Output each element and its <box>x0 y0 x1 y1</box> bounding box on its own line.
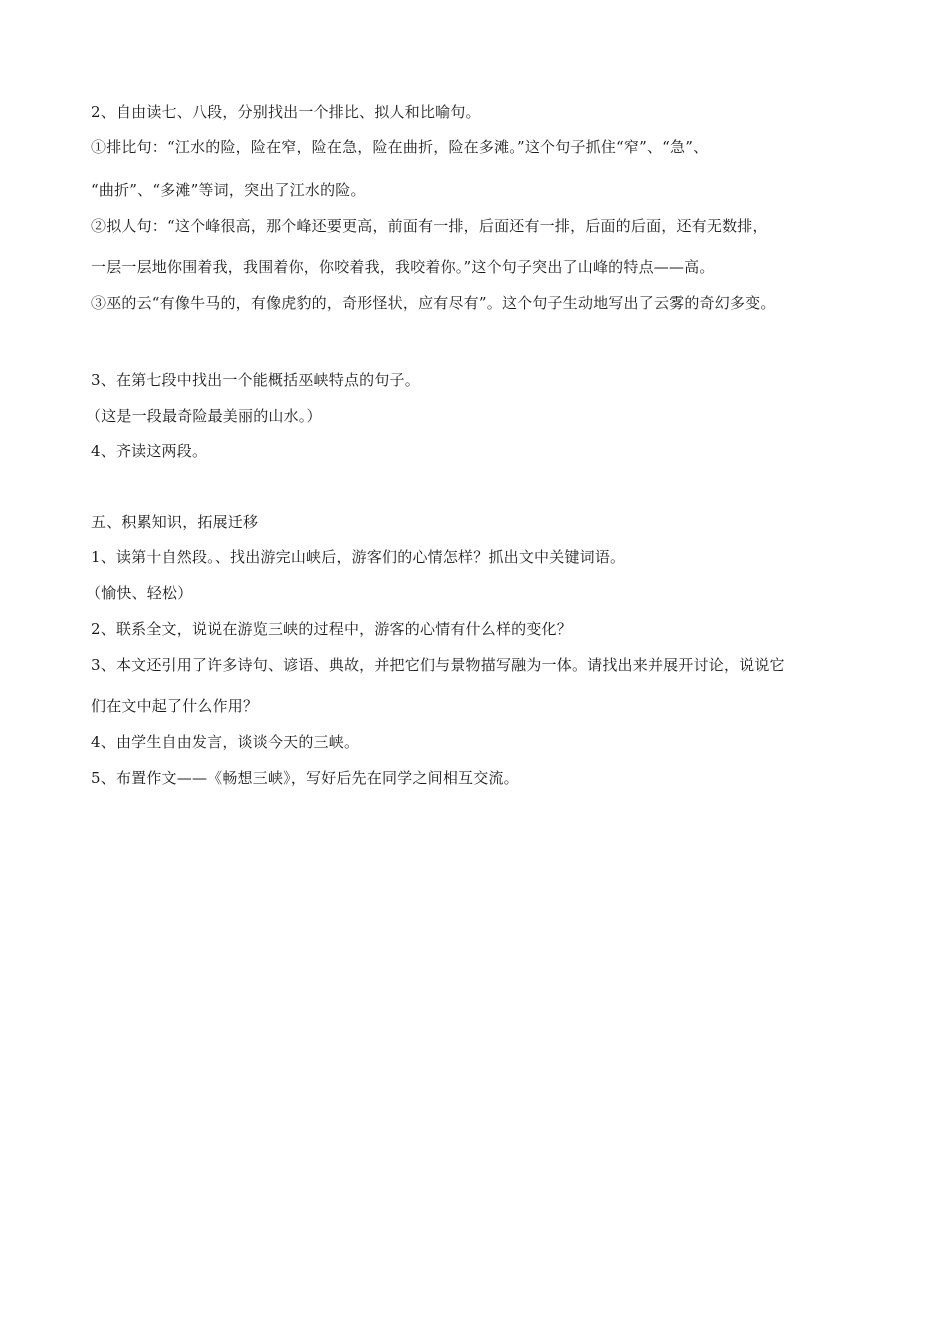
item-2-heading: 2、自由读七、八段，分别找出一个排比、拟人和比喻句。 <box>91 103 481 121</box>
metaphor-sentence: ③巫的云“有像牛马的，有像虎豹的，奇形怪状，应有尽有”。这个句子生动地写出了云雾的奇幻多变。 <box>91 294 776 312</box>
section-5-heading: 五、积累知识，拓展迁移 <box>91 513 259 531</box>
item-3-heading: 3、在第七段中找出一个能概括巫峡特点的句子。 <box>91 371 420 389</box>
section-5-item-3-continued: 们在文中起了什么作用？ <box>91 697 259 715</box>
section-5-item-1-answer: （愉快、轻松） <box>86 584 193 602</box>
section-5-item-4: 4、由学生自由发言，谈谈今天的三峡。 <box>91 733 360 751</box>
section-5-item-2: 2、联系全文，说说在游览三峡的过程中，游客的心情有什么样的变化？ <box>91 620 572 638</box>
personification-sentence-continued: 一层一层地你围着我，我围着你，你咬着我，我咬着你。”这个句子突出了山峰的特点——高。 <box>91 258 715 276</box>
section-5-item-3: 3、本文还引用了许多诗句、谚语、典故，并把它们与景物描写融为一体。请找出来并展开讨论，说说它 <box>91 656 785 674</box>
section-5-item-5: 5、布置作文——《畅想三峡》，写好后先在同学之间相互交流。 <box>91 769 519 787</box>
item-4-heading: 4、齐读这两段。 <box>91 442 208 460</box>
parallelism-sentence-continued: “曲折”、“多滩”等词，突出了江水的险。 <box>91 181 366 199</box>
parallelism-sentence: ①排比句：“江水的险，险在窄，险在急，险在曲折，险在多滩。”这个句子抓住“窄”、“急”、 <box>91 138 709 156</box>
section-5-item-1: 1、读第十自然段。、找出游完山峡后，游客们的心情怎样？抓出文中关键词语。 <box>91 548 626 566</box>
personification-sentence: ②拟人句：“这个峰很高，那个峰还要更高，前面有一排，后面还有一排，后面的后面，还有无数排， <box>91 217 768 235</box>
item-3-answer: （这是一段最奇险最美丽的山水。） <box>86 407 322 425</box>
